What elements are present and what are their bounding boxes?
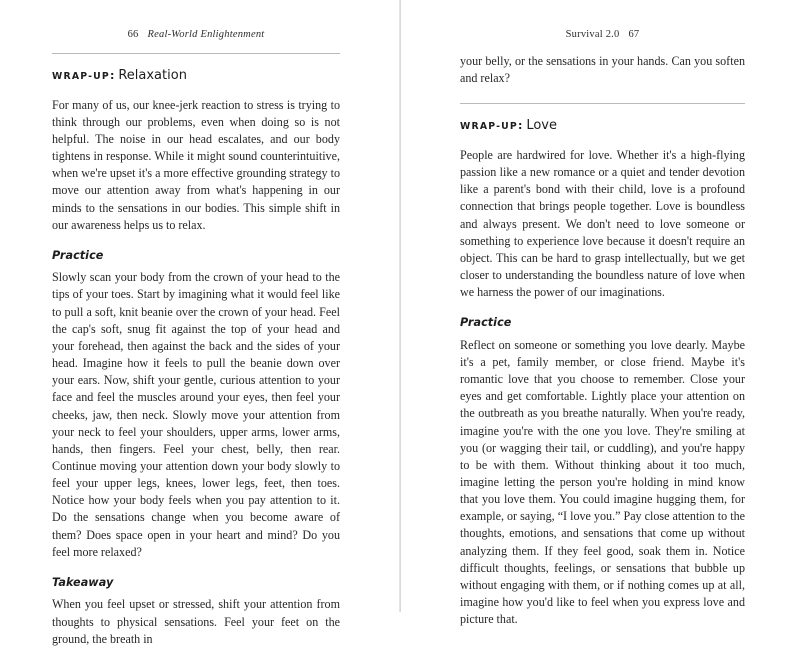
right-running-head	[460, 0, 745, 40]
right-wrap-up-label: WRAP-UP	[460, 121, 518, 133]
left-page-number: 66	[127, 29, 139, 40]
right-continued-paragraph: your belly, or the sensations in your hands. Can you soften and relax?	[460, 54, 745, 86]
left-wrap-up-label: WRAP-UP	[52, 71, 110, 82]
left-takeaway-paragraph: When you feel upset or stressed, shift your attention from thoughts to physical sensations. Feel your feet on the ground, the breath in	[52, 597, 340, 646]
right-page-content	[460, 53, 745, 628]
right-running-title: Survival 2.0	[565, 29, 620, 40]
right-page-number: 67	[628, 29, 640, 40]
left-practice-heading: Practice	[52, 248, 104, 262]
right-intro-paragraph: People are hardwired for love. Whether it's a high-flying passion like a new romance or a quiet and tender devotion like a parent's bond with their child, love is a profound connection that brings people together. Love is boundless and always present. We don't need to love someone or something to experience love because it doesn't require an object. This can be hard to grasp intellectually, but we get closer to understanding the boundless nature of love when we harness the power of our imaginations.	[460, 147, 745, 300]
left-intro-paragraph: For many of us, our knee-jerk reaction to stress is trying to think through our problems, even when doing so is not helpful. The noise in our head escalates, and our body tightens in response. While it might sound counterintuitive, when we're upset it's a more effective grounding strategy to move our attention away from what's happening in our minds to the sensations in our bodies. This simple shift in our awareness helps us to relax.	[52, 97, 340, 232]
left-practice-paragraph: Slowly scan your body from the crown of your head to the tips of your toes. Start by imagining what it would feel like to pull a soft, knit beanie over the crown of your head. Feel the cap's soft, snug fit against the top of your head and your forehead, then against the back and the sides of your head. Imagine how it feels to pull the beanie down over your ears. Now, shift your gentle, curious attention to your face and feel the muscles around your eyes, then feel your cheeks, jaw, then neck. Slowly move your attention from your neck to feel your shoulders, upper arms, lower arms, hands, then fingers. Feel your chest, belly, then rear. Continue moving your attention down your body slowly to feel your upper legs, knees, lower legs, feet, then toes. Notice how your body feels when you pay attention to it. Do the sensations change when you become aware of them? Does space open in your heart and mind? Do you feel more relaxed?	[52, 270, 340, 559]
left-section-rule	[52, 53, 340, 54]
right-page	[400, 0, 800, 627]
right-wrap-up-name: Love	[526, 118, 558, 134]
left-wrap-up-name: Relaxation	[118, 68, 187, 83]
left-wrap-up-heading	[52, 67, 340, 84]
left-takeaway-heading: Takeaway	[52, 575, 114, 589]
right-practice-paragraph: Reflect on someone or something you love dearly. Maybe it's a pet, family member, or close friend. Maybe it's romantic love that you choose to remember. Close your eyes and get comfortable. Lightly place your attention on the outbreath as you breathe naturally. When you're ready, imagine you're with the one you love. They're smiling at you (or wagging their tail, or cuddling), and you're happy to be with them. Without thinking about it too much, imagine letting the person you're holding in mind know that you love them. You could imagine hugging them, for example, or saying, “I love you.” Pay close attention to the thoughts, emotions, and sensations that come up without analyzing them. If they feel good, soak them in. Notice difficult thoughts, feelings, or sensations that bubble up without engaging with them, or if nothing comes up at all, imagine how you'd like to feel when you express love and picture that.	[460, 337, 745, 627]
right-section-rule	[460, 103, 745, 104]
left-running-title: Real-World Enlightenment	[147, 29, 265, 40]
right-wrap-up-heading	[460, 117, 745, 134]
left-running-head	[52, 0, 340, 40]
right-practice-heading: Practice	[460, 316, 512, 330]
left-page	[0, 0, 400, 646]
left-page-content	[52, 53, 340, 648]
left-wrap-up-colon: :	[109, 69, 115, 82]
right-wrap-up-colon: :	[517, 119, 523, 133]
